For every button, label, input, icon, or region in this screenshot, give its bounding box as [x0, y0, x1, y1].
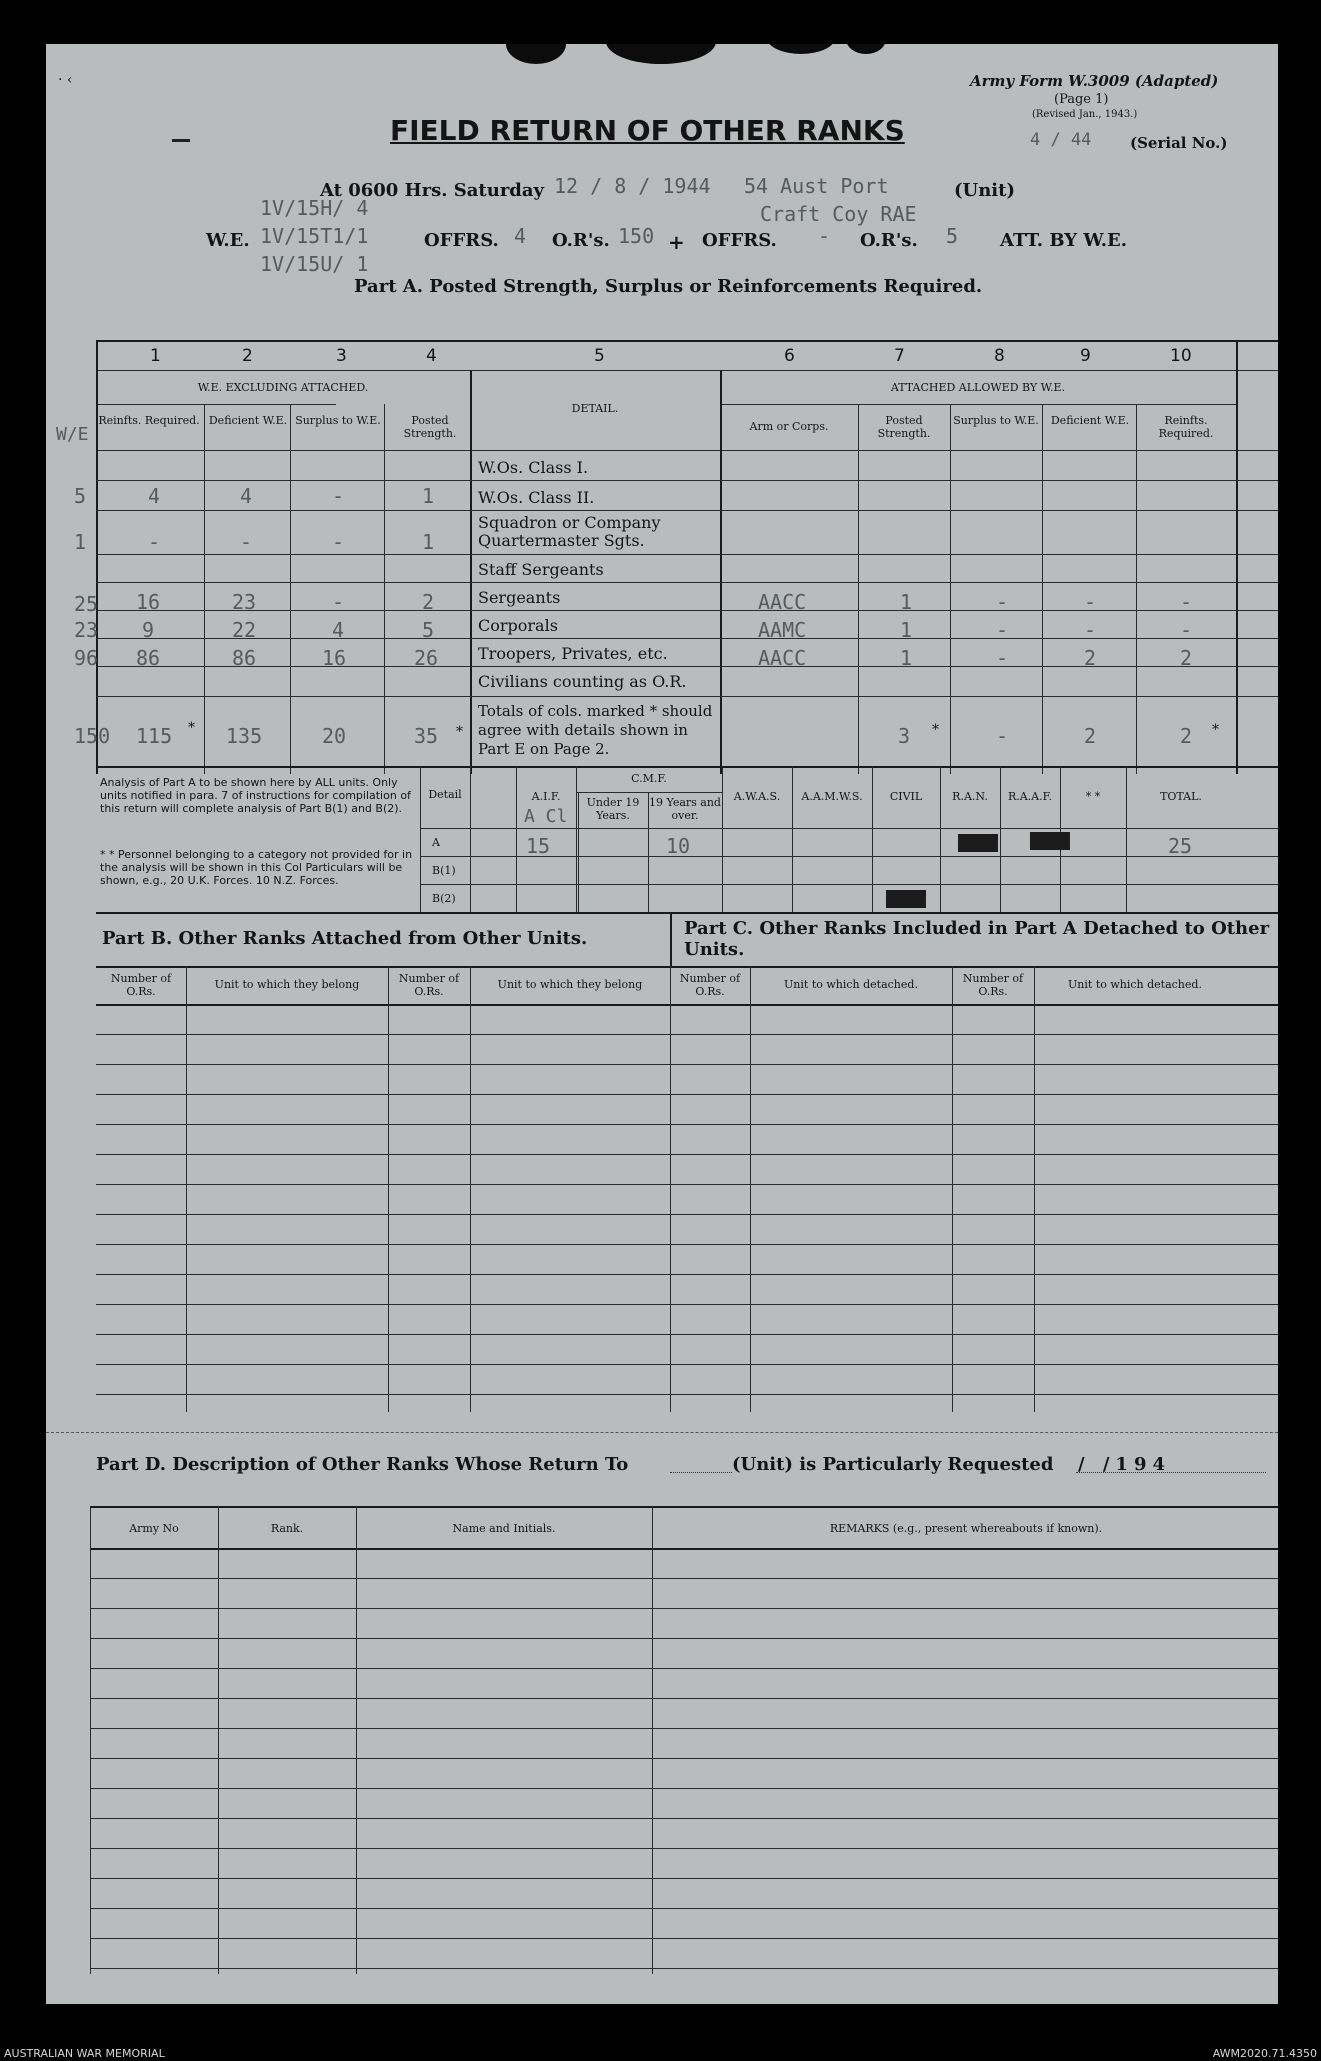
- arm-corps-cell: AACC: [758, 590, 807, 614]
- we-code-2: 1V/15T1/1: [260, 224, 369, 248]
- ink-blot: [606, 44, 716, 64]
- att-ors-value: 5: [946, 224, 959, 248]
- unit-value: 54 Aust Port: [744, 174, 889, 198]
- analysis-note-2: * * Personnel belonging to a category not provided for in the analysis will be shown in this Col Particulars will be shown, e.g., 20 U.K. Forces. 10 N.Z. Forces.: [100, 848, 413, 887]
- row-a-19over: 10: [666, 834, 691, 858]
- col-number: 9: [1080, 346, 1091, 366]
- deficient-cell: 22: [232, 618, 257, 642]
- subheader: Posted Strength.: [877, 414, 931, 440]
- detail-cell: Corporals: [478, 616, 558, 635]
- part-c-col: Number of O.Rs.: [962, 972, 1024, 998]
- part-b-title: Part B. Other Ranks Attached from Other Units.: [102, 928, 588, 949]
- col-number: 10: [1170, 346, 1192, 366]
- margin-dash: [172, 139, 190, 142]
- civil-header: CIVIL: [889, 790, 923, 803]
- star-mark: *: [1212, 722, 1219, 738]
- arm-corps-cell: AACC: [758, 646, 807, 670]
- subheader: Reinfts. Required.: [98, 414, 200, 427]
- form-id: Army Form W.3009 (Adapted): [970, 72, 1219, 90]
- unit-label: (Unit): [954, 180, 1015, 201]
- star-mark: *: [456, 724, 463, 740]
- subheader: Deficient W.E.: [208, 414, 288, 427]
- att-posted-cell: 1: [900, 646, 913, 670]
- awas-header: A.W.A.S.: [733, 790, 781, 803]
- we-code-1: 1V/15H/ 4: [260, 196, 369, 220]
- col-number: 7: [894, 346, 905, 366]
- deficient-cell: 4: [240, 484, 253, 508]
- surplus-cell: 4: [332, 618, 345, 642]
- col-number: 2: [242, 346, 253, 366]
- raaf-header: R.A.A.F.: [1007, 790, 1053, 803]
- ors-value: 150: [618, 224, 655, 248]
- margin-mark: · ‹: [58, 72, 73, 88]
- offrs-label: OFFRS.: [424, 230, 499, 251]
- surplus-cell: 16: [322, 646, 347, 670]
- reinfts-cell: 9: [142, 618, 155, 642]
- row-a-total: 25: [1168, 834, 1193, 858]
- att-deficient-cell: -: [1084, 590, 1097, 614]
- part-a-title: Part A. Posted Strength, Surplus or Reinforcements Required.: [354, 276, 983, 297]
- part-c-col: Unit to which detached.: [1068, 978, 1202, 991]
- att-surplus-cell: -: [996, 590, 1009, 614]
- detail-cell: W.Os. Class II.: [478, 488, 595, 507]
- col-number: 6: [784, 346, 795, 366]
- row-label: A: [432, 836, 440, 849]
- att-reinfts-total: 2: [1180, 724, 1193, 748]
- redaction: [958, 834, 998, 852]
- subheader: Arm or Corps.: [749, 420, 829, 433]
- we-group-header: W.E. EXCLUDING ATTACHED.: [197, 381, 369, 394]
- reinfts-cell: 16: [136, 590, 161, 614]
- part-d-col: Rank.: [270, 1522, 304, 1535]
- part-d-col: REMARKS (e.g., present whereabouts if known).: [829, 1522, 1103, 1535]
- att-offrs-value: -: [818, 224, 831, 248]
- att-group-header: ATTACHED ALLOWED BY W.E.: [890, 381, 1066, 394]
- we-label: W.E.: [206, 230, 250, 251]
- subheader: Deficient W.E.: [1050, 414, 1130, 427]
- col-number: 8: [994, 346, 1005, 366]
- part-b-col: Unit to which they belong: [214, 978, 360, 991]
- part-d-title-end: / /194: [1078, 1454, 1171, 1475]
- att-reinfts-cell: -: [1180, 618, 1193, 642]
- footer-credit: AUSTRALIAN WAR MEMORIAL: [4, 2047, 165, 2060]
- totals-detail: Totals of cols. marked * should agree with details shown in Part E on Page 2.: [478, 702, 713, 758]
- surplus-cell: -: [332, 530, 345, 554]
- revised-date: (Revised Jan., 1943.): [1032, 109, 1138, 120]
- margin-header: W/E: [56, 424, 89, 445]
- posted-cell: 2: [422, 590, 435, 614]
- row-a-aif: 15: [526, 834, 551, 858]
- att-offrs-label: OFFRS.: [702, 230, 777, 251]
- att-label: ATT. BY W.E.: [1000, 230, 1128, 251]
- aif-header: A.I.F.: [531, 790, 561, 803]
- margin-value: 5: [74, 484, 87, 508]
- detail-cell: Troopers, Privates, etc.: [478, 644, 668, 663]
- att-posted-cell: 1: [900, 590, 913, 614]
- total-header: TOTAL.: [1160, 790, 1202, 803]
- ink-blot: [766, 44, 836, 54]
- date-value: 12 / 8 / 1944: [554, 174, 711, 198]
- att-deficient-total: 2: [1084, 724, 1097, 748]
- deficient-total: 135: [226, 724, 263, 748]
- part-d-col: Army No: [129, 1522, 179, 1535]
- detail-header: DETAIL.: [571, 402, 619, 415]
- cmf-header: C.M.F.: [631, 772, 667, 785]
- part-b-col: Unit to which they belong: [497, 978, 643, 991]
- part-c-title: Part C. Other Ranks Included in Part A Detached to Other Units.: [684, 918, 1270, 960]
- att-surplus-total: -: [996, 724, 1009, 748]
- part-b-col: Number of O.Rs.: [398, 972, 460, 998]
- star-mark: *: [188, 720, 195, 736]
- reinfts-cell: 86: [136, 646, 161, 670]
- redaction: [1030, 832, 1070, 850]
- posted-total: 35: [414, 724, 439, 748]
- offrs-value: 4: [514, 224, 527, 248]
- row-label: B(1): [432, 864, 456, 877]
- att-deficient-cell: 2: [1084, 646, 1097, 670]
- margin-value: 96: [74, 646, 99, 670]
- under19-header: Under 19 Years.: [586, 796, 640, 822]
- deficient-cell: 86: [232, 646, 257, 670]
- surplus-cell: -: [332, 484, 345, 508]
- att-deficient-cell: -: [1084, 618, 1097, 642]
- part-c-col: Number of O.Rs.: [679, 972, 741, 998]
- star-mark: *: [932, 722, 939, 738]
- ors-label: O.R's.: [552, 230, 610, 251]
- detail-cell: Civilians counting as O.R.: [478, 672, 687, 691]
- at-label: At 0600 Hrs. Saturday: [320, 180, 545, 201]
- margin-value: 23: [74, 618, 99, 642]
- footer-id: AWM2020.71.4350: [1212, 2047, 1317, 2060]
- part-d-title: Part D. Description of Other Ranks Whose Return To: [96, 1454, 629, 1475]
- att-reinfts-cell: -: [1180, 590, 1193, 614]
- part-b-col: Number of O.Rs.: [110, 972, 172, 998]
- att-ors-label: O.R's.: [860, 230, 918, 251]
- deficient-cell: 23: [232, 590, 257, 614]
- plus-sign: +: [668, 230, 685, 254]
- subheader: Reinfts. Required.: [1158, 414, 1214, 440]
- unit-line2: Craft Coy RAE: [760, 202, 917, 226]
- part-c-col: Unit to which detached.: [784, 978, 918, 991]
- att-surplus-cell: -: [996, 646, 1009, 670]
- subheader: Surplus to W.E.: [295, 414, 381, 427]
- margin-value: 1: [74, 530, 87, 554]
- analysis-detail-header: Detail: [428, 788, 462, 801]
- col-number: 3: [336, 346, 347, 366]
- subheader: Posted Strength.: [403, 414, 457, 440]
- row-label: B(2): [432, 892, 456, 905]
- part-d-title-mid: (Unit) is Particularly Requested: [732, 1454, 1054, 1475]
- detail-cell: Squadron or Company Quartermaster Sgts.: [478, 513, 661, 550]
- reinfts-cell: 4: [148, 484, 161, 508]
- subheader: Surplus to W.E.: [953, 414, 1039, 427]
- col-number: 5: [594, 346, 605, 366]
- page-title: FIELD RETURN OF OTHER RANKS: [390, 114, 905, 147]
- col-number: 1: [150, 346, 161, 366]
- redaction: [886, 890, 926, 908]
- col-number: 4: [426, 346, 437, 366]
- reinfts-total: 115: [136, 724, 173, 748]
- margin-value: 25: [74, 592, 99, 616]
- over19-header: 19 Years and over.: [649, 796, 721, 822]
- detail-cell: Staff Sergeants: [478, 560, 604, 579]
- att-posted-total: 3: [898, 724, 911, 748]
- analysis-note: Analysis of Part A to be shown here by ALL units. Only units notified in para. 7 of instructions for compilation of this return will complete analysis of Part B(1) and B(2).: [100, 776, 411, 815]
- ran-header: R.A.N.: [952, 790, 988, 803]
- att-reinfts-cell: 2: [1180, 646, 1193, 670]
- aif-note: A Cl: [524, 806, 568, 827]
- page-number: (Page 1): [1054, 92, 1109, 107]
- form-page: [46, 44, 1278, 2004]
- posted-cell: 1: [422, 484, 435, 508]
- att-surplus-cell: -: [996, 618, 1009, 642]
- detail-cell: W.Os. Class I.: [478, 458, 589, 477]
- att-posted-cell: 1: [900, 618, 913, 642]
- margin-value: 150: [74, 724, 111, 748]
- posted-cell: 26: [414, 646, 439, 670]
- surplus-total: 20: [322, 724, 347, 748]
- reinfts-cell: -: [148, 530, 161, 554]
- serial-label: (Serial No.): [1130, 134, 1228, 152]
- surplus-cell: -: [332, 590, 345, 614]
- part-d-col: Name and Initials.: [452, 1522, 556, 1535]
- ink-blot: [506, 44, 566, 64]
- we-code-3: 1V/15U/ 1: [260, 252, 369, 276]
- other-header: * *: [1085, 790, 1101, 803]
- aamws-header: A.A.M.W.S.: [801, 790, 863, 803]
- arm-corps-cell: AAMC: [758, 618, 807, 642]
- serial-value: 4 / 44: [1030, 130, 1092, 150]
- deficient-cell: -: [240, 530, 253, 554]
- posted-cell: 5: [422, 618, 435, 642]
- detail-cell: Sergeants: [478, 588, 561, 607]
- ink-blot: [846, 44, 886, 54]
- posted-cell: 1: [422, 530, 435, 554]
